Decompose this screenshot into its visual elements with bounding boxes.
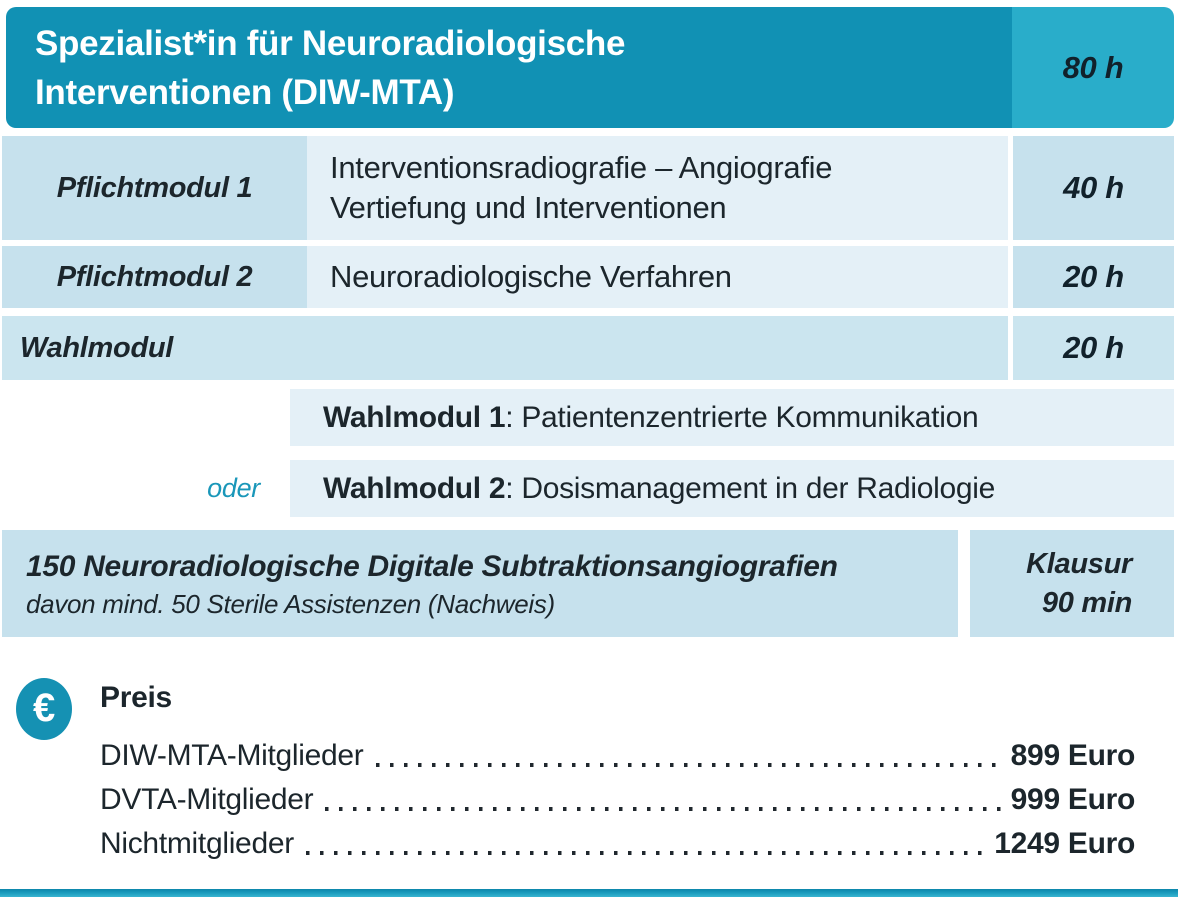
course-title-line2: Interventionen (DIW-MTA): [35, 72, 455, 112]
wahl-option-1-title: Wahlmodul 1: [323, 400, 506, 434]
module-row-2-hours: 20 h: [1063, 259, 1124, 294]
module-row-2-label-cell: [2, 246, 307, 308]
module-row-2-label: Pflichtmodul 2: [56, 260, 253, 293]
euro-glyph: €: [33, 686, 55, 730]
practice-requirement-cell: [2, 530, 958, 637]
wahlmodul-row-cell: [2, 316, 1008, 380]
module-row-1-hours-cell: [1013, 136, 1174, 240]
dotted-leader: [325, 807, 1000, 811]
price-row-value: 999 Euro: [1010, 783, 1135, 816]
wahl-option-1-description: : Patientenzentrierte Kommunikation: [505, 400, 979, 434]
module-row-2-content: Neuroradiologische Verfahren: [330, 259, 732, 294]
wahlmodul-hours-cell: [1013, 316, 1174, 380]
oder-connector: oder: [207, 473, 260, 503]
module-row-2-hours-cell: [1013, 246, 1174, 308]
module-row-1-label-cell: [2, 136, 307, 240]
exam-cell: [970, 530, 1174, 637]
course-header: [6, 7, 1174, 128]
module-row-2-content-cell: [307, 246, 1008, 308]
price-row-label: Nichtmitglieder: [100, 827, 294, 860]
module-row-1-content-cell: [307, 136, 1008, 240]
dotted-leader: [376, 763, 1001, 767]
module-row-1-content-line1: Interventionsradiografie – Angiografie: [330, 150, 833, 185]
price-row-value: 1249 Euro: [994, 827, 1135, 860]
course-title-line1: Spezialist*in für Neuroradiologische: [35, 23, 626, 63]
course-header-main: [6, 7, 1012, 128]
euro-icon: [16, 678, 72, 740]
wahl-option-2-cell: [290, 460, 1174, 517]
price-row: [100, 729, 1135, 773]
wahlmodul-hours: 20 h: [1063, 330, 1124, 365]
bottom-accent-bar: [0, 889, 1178, 897]
course-total-hours: 80 h: [1062, 49, 1124, 85]
practice-requirement-note: davon mind. 50 Sterile Assistenzen (Nachweis): [26, 588, 555, 619]
wahl-option-2-title: Wahlmodul 2: [323, 471, 506, 505]
price-row-label: DIW-MTA-Mitglieder: [100, 739, 364, 772]
wahlmodul-row-label: Wahlmodul: [20, 331, 174, 364]
practice-requirement-title: 150 Neuroradiologische Digitale Subtraktionsangiografien: [26, 549, 838, 583]
price-row: [100, 773, 1135, 817]
wahl-option-2-description: : Dosismanagement in der Radiologie: [505, 471, 996, 505]
price-row-label: DVTA-Mitglieder: [100, 783, 314, 816]
dotted-leader: [306, 851, 984, 855]
price-row: [100, 817, 1135, 861]
exam-duration: 90 min: [1041, 586, 1132, 619]
module-row-1-content-line2: Vertiefung und Interventionen: [330, 190, 727, 225]
course-total-hours-cell: [1012, 7, 1174, 128]
wahl-option-2-text: [323, 472, 995, 506]
price-heading: Preis: [100, 681, 172, 714]
module-row-1-label: Pflichtmodul 1: [56, 171, 253, 204]
exam-type: Klausur: [1026, 547, 1132, 580]
module-row-1-hours: 40 h: [1063, 170, 1124, 205]
price-list: [100, 729, 1135, 861]
wahl-option-1-cell: [290, 389, 1174, 446]
wahl-option-1-text: [323, 401, 978, 435]
price-row-value: 899 Euro: [1010, 739, 1135, 772]
